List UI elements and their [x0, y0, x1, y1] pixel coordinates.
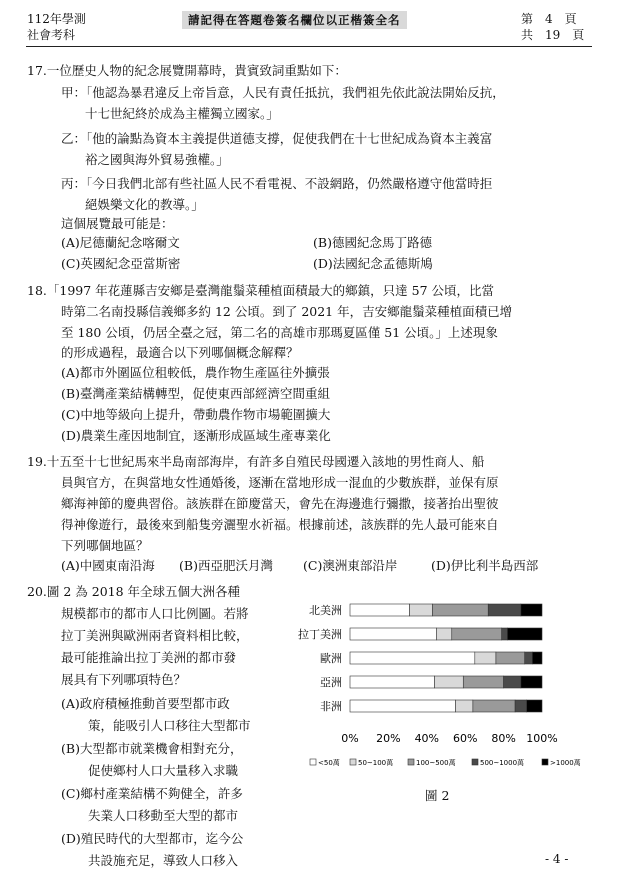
q17-quote-b-line1: 乙：「他的論點為資本主義提供道德支撐，促使我們在十七世紀成為資本主義富	[61, 131, 493, 146]
bar-segment	[521, 604, 542, 616]
legend-label: 50~100萬	[358, 759, 394, 767]
q18-option-b[interactable]: (B)臺灣產業結構轉型，促使東西部經濟空間重組	[61, 386, 330, 401]
q20-option-d-line2: 共設施充足，導致人口移入	[88, 853, 239, 868]
x-tick-label: 60%	[452, 732, 478, 745]
bar-segment	[350, 604, 410, 616]
q19-option-a[interactable]: (A)中國東南沿海	[61, 558, 155, 573]
q17-option-d[interactable]: (D)法國紀念孟德斯鳩	[313, 256, 433, 271]
bar-segment	[350, 652, 475, 664]
legend-swatch	[542, 759, 548, 765]
bar-segment	[350, 676, 434, 688]
q19-option-d[interactable]: (D)伊比利半島西部	[431, 558, 539, 573]
bar-segment	[515, 700, 527, 712]
q18-option-c[interactable]: (C)中地等級向上提升，帶動農作物市場範圍擴大	[61, 407, 331, 422]
q19-line2: 員與官方，在與當地女性通婚後，逐漸在當地形成一混血的少數族群，並保有原	[61, 475, 499, 490]
q20-line1: 20.圖 2 為 2018 年全球五個大洲各種	[27, 584, 241, 599]
page-footer: - 4 -	[545, 852, 569, 866]
bar-segment	[433, 604, 489, 616]
q20-line3: 拉丁美洲與歐洲兩者資料相比較，	[61, 628, 249, 643]
page-number: 第 4 頁	[521, 12, 577, 26]
q20-option-b-line2: 促使鄉村人口大量移入求職	[88, 763, 239, 778]
q20-option-b-line1[interactable]: (B)大型都市就業機會相對充分，	[61, 741, 243, 756]
q19-option-b[interactable]: (B)西亞肥沃月灣	[179, 558, 273, 573]
x-tick-label: 0%	[341, 732, 359, 745]
bar-segment	[525, 652, 533, 664]
legend-label: >1000萬	[550, 759, 581, 767]
bar-segment	[463, 676, 503, 688]
q19-line3: 鄉海神節的慶典習俗。該族群在節慶當天，會先在海邊進行彌撒，接著抬出聖彼	[61, 496, 499, 511]
q18-option-a[interactable]: (A)都市外圍區位租較低，農作物生產區往外擴張	[61, 365, 330, 380]
q17-quote-b-line2: 裕之國與海外貿易強權。」	[85, 152, 229, 167]
figure-caption: 圖 2	[425, 788, 450, 803]
header-divider	[26, 46, 592, 47]
bar-segment	[436, 628, 451, 640]
q20-option-a-line2: 策，能吸引人口移往大型都市	[88, 718, 251, 733]
q17-quote-c-line1: 丙：「今日我們北部有些社區人民不看電視、不設網路，仍然嚴格遵守他當時拒	[61, 176, 493, 191]
q19-line1: 19.十五至十七世紀馬來半島南部海岸，有許多自殖民母國遷入該地的男性商人、船	[27, 454, 485, 469]
signature-reminder-banner: 請記得在答題卷簽名欄位以正楷簽全名	[182, 11, 407, 29]
category-label: 亞洲	[320, 676, 342, 689]
q19-line5: 下列哪個地區？	[61, 538, 149, 553]
q19-line4: 得神像遊行，最後來到船隻旁灑聖水祈福。根據前述，該族群的先人最可能來自	[61, 517, 499, 532]
total-pages: 共 19 頁	[521, 28, 585, 42]
x-tick-label: 20%	[376, 732, 401, 745]
q20-line5: 展具有下列哪項特色？	[61, 672, 187, 687]
q18-line3: 至 180 公頃，仍居全臺之冠，第二名的高雄市那瑪夏區僅 51 公頃。」上述現象	[61, 325, 498, 340]
exam-title: 112年學測	[27, 12, 86, 26]
legend-swatch	[408, 759, 414, 765]
bar-segment	[502, 628, 508, 640]
q18-option-d[interactable]: (D)農業生產因地制宜，逐漸形成區域生產專業化	[61, 428, 331, 443]
legend-swatch	[310, 759, 316, 765]
bar-segment	[350, 700, 456, 712]
bar-segment	[475, 652, 496, 664]
subject-title: 社會考科	[27, 28, 76, 42]
bar-segment	[496, 652, 525, 664]
q17-quote-c-line2: 絕娛樂文化的教導。」	[85, 197, 204, 212]
q17-ask: 這個展覽最可能是：	[61, 216, 174, 231]
q20-line2: 規模都市的都市人口比例圖。若將	[61, 606, 249, 621]
q20-option-d-line1[interactable]: (D)殖民時代的大型都市，迄今公	[61, 831, 244, 846]
bar-segment	[452, 628, 502, 640]
category-label: 拉丁美洲	[298, 628, 342, 641]
q17-quote-a-line2: 十七世紀終於成為主權獨立國家。」	[85, 106, 279, 121]
q18-line4: 的形成過程，最適合以下列哪個概念解釋？	[61, 345, 299, 360]
q17-quote-a-line1: 甲：「他認為暴君違反上帝旨意，人民有責任抵抗，我們祖先依此說法開始反抗，	[61, 85, 505, 100]
category-label: 北美洲	[309, 604, 342, 617]
bar-segment	[456, 700, 473, 712]
bar-segment	[504, 676, 521, 688]
q20-option-c-line1[interactable]: (C)鄉村產業結構不夠健全，許多	[61, 786, 243, 801]
x-tick-label: 80%	[491, 732, 516, 745]
bar-segment	[350, 628, 436, 640]
bar-segment	[488, 604, 521, 616]
q18-line1: 18.「1997 年花蓮縣吉安鄉是臺灣龍鬚菜種植面積最大的鄉鎮，只達 57 公頃，比當	[27, 283, 495, 298]
legend-swatch	[472, 759, 478, 765]
q17-stem: 17.一位歷史人物的紀念展覽開幕時，貴賓致詞重點如下：	[27, 63, 347, 78]
category-label: 歐洲	[320, 652, 342, 665]
q17-option-b[interactable]: (B)德國紀念馬丁路德	[313, 235, 432, 250]
bar-segment	[507, 628, 542, 640]
q17-option-a[interactable]: (A)尼德蘭紀念喀爾文	[61, 235, 180, 250]
x-tick-label: 100%	[526, 732, 558, 745]
bar-segment	[410, 604, 433, 616]
category-label: 非洲	[320, 700, 342, 713]
q19-option-c[interactable]: (C)澳洲東部沿岸	[303, 558, 398, 573]
legend-label: <50萬	[318, 759, 340, 767]
q20-line4: 最可能推論出拉丁美洲的都市發	[61, 650, 237, 665]
bar-segment	[521, 676, 542, 688]
q20-option-c-line2: 失業人口移動至大型的都市	[88, 808, 239, 823]
bar-segment	[527, 700, 542, 712]
bar-segment	[473, 700, 515, 712]
x-tick-label: 40%	[414, 732, 440, 745]
figure-2-stacked-bar-chart	[280, 592, 590, 782]
bar-segment	[532, 652, 542, 664]
legend-swatch	[350, 759, 356, 765]
legend-label: 100~500萬	[416, 759, 456, 767]
bar-segment	[434, 676, 463, 688]
q17-option-c[interactable]: (C)英國紀念亞當斯密	[61, 256, 181, 271]
q20-option-a-line1[interactable]: (A)政府積極推動首要型都市政	[61, 696, 230, 711]
legend-label: 500~1000萬	[480, 759, 525, 767]
q18-line2: 時第二名南投縣信義鄉多約 12 公頃。到了 2021 年，吉安鄉龍鬚菜種植面積已增	[61, 304, 513, 319]
